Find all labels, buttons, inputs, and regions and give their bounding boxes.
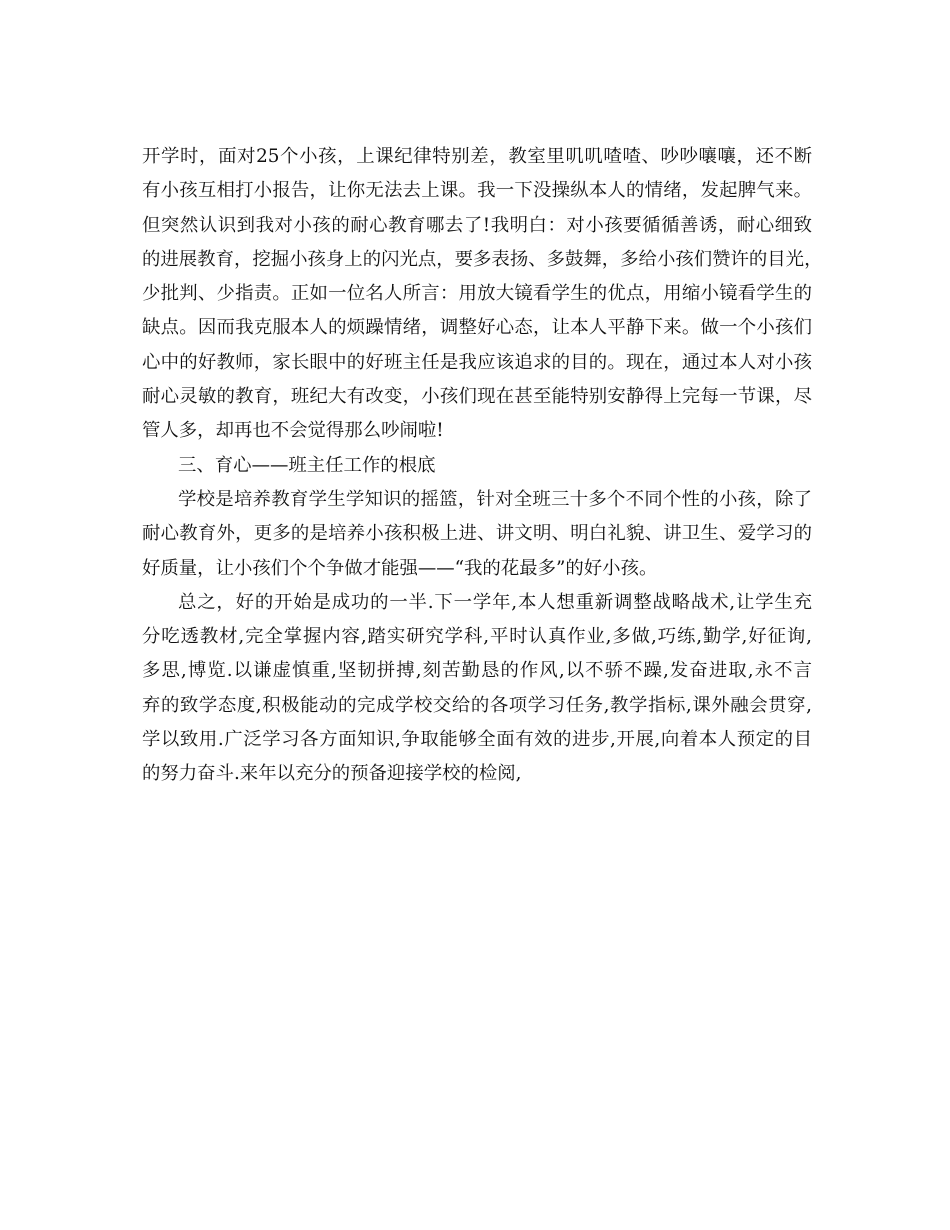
text-line: 学以致用.广泛学习各方面知识,争取能够全面有效的进步,开展,向着本人预定的目: [142, 729, 812, 751]
text-line: 的努力奋斗.来年以充分的预备迎接学校的检阅,: [142, 763, 522, 785]
text-line: 学校是培养教育学生学知识的摇篮，针对全班三十多个不同个性的小孩，除了: [178, 488, 812, 510]
text-line: 但突然认识到我对小孩的耐心教育哪去了!我明白：对小孩要循循善诱，耐心细致: [142, 214, 812, 236]
text-line: 耐心灵敏的教育，班纪大有改变，小孩们现在甚至能特别安静得上完每一节课，尽: [142, 386, 812, 408]
text-line: 耐心教育外，更多的是培养小孩积极上进、讲文明、明白礼貌、讲卫生、爱学习的: [142, 523, 812, 545]
document-body: [142, 140, 823, 792]
text-line: 缺点。因而我克服本人的烦躁情绪，调整好心态，让本人平静下来。做一个小孩们: [142, 317, 812, 339]
text-line: 好质量，让小孩们个个争做才能强——“我的花最多”的好小孩。: [142, 557, 658, 579]
section-heading: [142, 449, 812, 483]
text-line: 弃的致学态度,积极能动的完成学校交给的各项学习任务,教学指标,课外融会贯穿,: [142, 694, 812, 716]
paragraph-nurture-heart: [142, 483, 812, 586]
text-line: 多思,博览.以谦虚慎重,坚韧拼搏,刻苦勤恳的作风,以不骄不躁,发奋进取,永不言: [142, 660, 812, 682]
text-line: 开学时，面对25个小孩，上课纪律特别差，教室里叽叽喳喳、吵吵嚷嚷，还不断: [142, 146, 812, 167]
section-heading-text: 三、育心——班主任工作的根底: [178, 454, 436, 476]
text-line: 总之，好的开始是成功的一半.下一学年,本人想重新调整战略战术,让学生充: [178, 591, 812, 613]
paragraph-classroom-discipline: [142, 140, 823, 449]
text-line: 分吃透教材,完全掌握内容,踏实研究学科,平时认真作业,多做,巧练,勤学,好征询,: [142, 626, 812, 648]
text-line: 管人多，却再也不会觉得那么吵闹啦!: [142, 420, 444, 442]
text-line: 有小孩互相打小报告，让你无法去上课。我一下没操纵本人的情绪，发起脾气来。: [142, 180, 812, 202]
text-line: 少批判、少指责。正如一位名人所言：用放大镜看学生的优点，用缩小镜看学生的: [142, 283, 812, 305]
text-line: 的进展教育，挖掘小孩身上的闪光点，要多表扬、多鼓舞，多给小孩们赞许的目光，: [142, 248, 823, 270]
paragraph-conclusion: [142, 586, 812, 792]
text-line: 心中的好教师，家长眼中的好班主任是我应该追求的目的。现在，通过本人对小孩: [142, 351, 812, 373]
